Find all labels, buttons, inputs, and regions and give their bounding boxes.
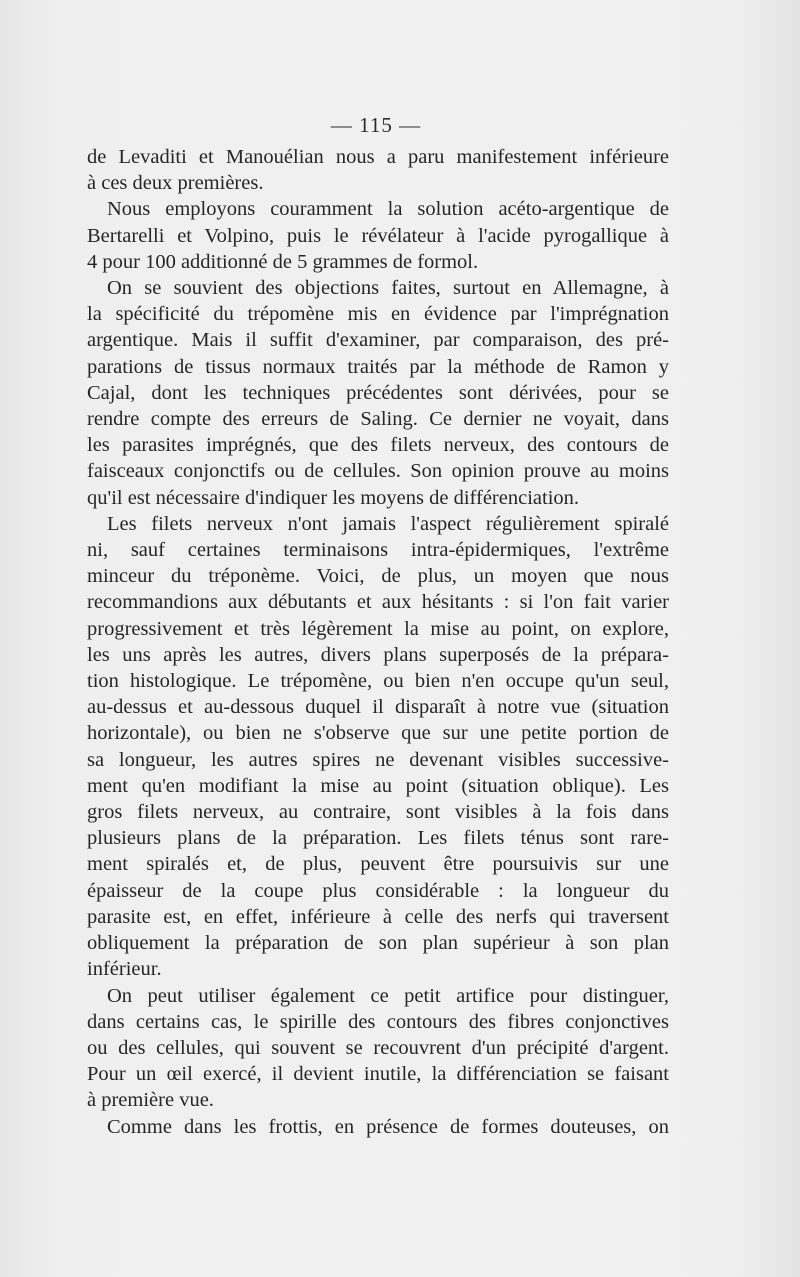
text-line: Nous employons couramment la solution acéto-argentique de — [107, 198, 669, 221]
text-line: obliquement la préparation de son plan supérieur à son plan — [87, 932, 669, 955]
body-text — [87, 144, 669, 1140]
text-line: Les filets nerveux n'ont jamais l'aspect régulièrement spiralé — [107, 512, 669, 535]
text-line: horizontale), ou bien ne s'observe que sur une petite portion de — [87, 722, 669, 745]
text-line: Cajal, dont les techniques précédentes sont dérivées, pour se — [87, 381, 669, 404]
text-line: On peut utiliser également ce petit artifice pour distinguer, — [107, 984, 669, 1007]
text-line: ment qu'en modifiant la mise au point (situation oblique). Les — [87, 774, 669, 797]
text-line: faisceaux conjonctifs ou de cellules. Son opinion prouve au moins — [87, 460, 669, 483]
text-line: argentique. Mais il suffit d'examiner, par comparaison, des pré- — [87, 329, 669, 352]
text-line: la spécificité du trépomène mis en évidence par l'imprégnation — [87, 303, 669, 326]
text-line: inférieur. — [87, 958, 162, 981]
text-line: Comme dans les frottis, en présence de formes douteuses, on — [107, 1115, 669, 1138]
text-line: On se souvient des objections faites, surtout en Allemagne, à — [107, 277, 669, 300]
text-line: dans certains cas, le spirille des contours des fibres conjonctives — [87, 1010, 669, 1033]
text-line: parasite est, en effet, inférieure à celle des nerfs qui traversent — [87, 905, 669, 928]
text-line: qu'il est nécessaire d'indiquer les moyens de différenciation. — [87, 486, 580, 509]
text-line: Pour un œil exercé, il devient inutile, la différenciation se faisant — [87, 1063, 669, 1086]
text-line: sa longueur, les autres spires ne devenant visibles successive- — [87, 748, 669, 771]
text-line: plusieurs plans de la préparation. Les filets ténus sont rare- — [87, 827, 669, 850]
text-line: parations de tissus normaux traités par la méthode de Ramon y — [87, 355, 669, 378]
text-line: 4 pour 100 additionné de 5 grammes de formol. — [87, 250, 479, 273]
text-line: ou des cellules, qui souvent se recouvrent d'un précipité d'argent. — [87, 1036, 669, 1059]
text-line: gros filets nerveux, au contraire, sont visibles à la fois dans — [87, 801, 669, 824]
text-line: les uns après les autres, divers plans superposés de la prépara- — [87, 643, 669, 666]
text-line: progressivement et très légèrement la mise au point, on explore, — [87, 617, 669, 640]
page-number: — 115 — — [330, 113, 422, 137]
text-line: minceur du tréponème. Voici, de plus, un moyen que nous — [87, 565, 669, 588]
text-line: au-dessus et au-dessous duquel il disparaît à notre vue (situation — [87, 696, 669, 719]
text-line: à ces deux premières. — [87, 172, 264, 195]
text-line: tion histologique. Le trépomène, ou bien n'en occupe qu'un seul, — [87, 670, 669, 693]
text-line: les parasites imprégnés, que des filets nerveux, des contours de — [87, 434, 669, 457]
text-line: à première vue. — [87, 1089, 214, 1112]
text-line: de Levaditi et Manouélian nous a paru manifestement inférieure — [87, 146, 669, 168]
text-line: ment spiralés et, de plus, peuvent être poursuivis sur une — [87, 853, 669, 876]
text-line: recommandions aux débutants et aux hésitants : si l'on fait varier — [87, 591, 669, 614]
text-line: Bertarelli et Volpino, puis le révélateur à l'acide pyrogallique à — [87, 224, 669, 247]
text-line: rendre compte des erreurs de Saling. Ce dernier ne voyait, dans — [87, 408, 669, 431]
text-line: ni, sauf certaines terminaisons intra-épidermiques, l'extrême — [87, 539, 669, 562]
text-line: épaisseur de la coupe plus considérable : la longueur du — [87, 879, 669, 902]
